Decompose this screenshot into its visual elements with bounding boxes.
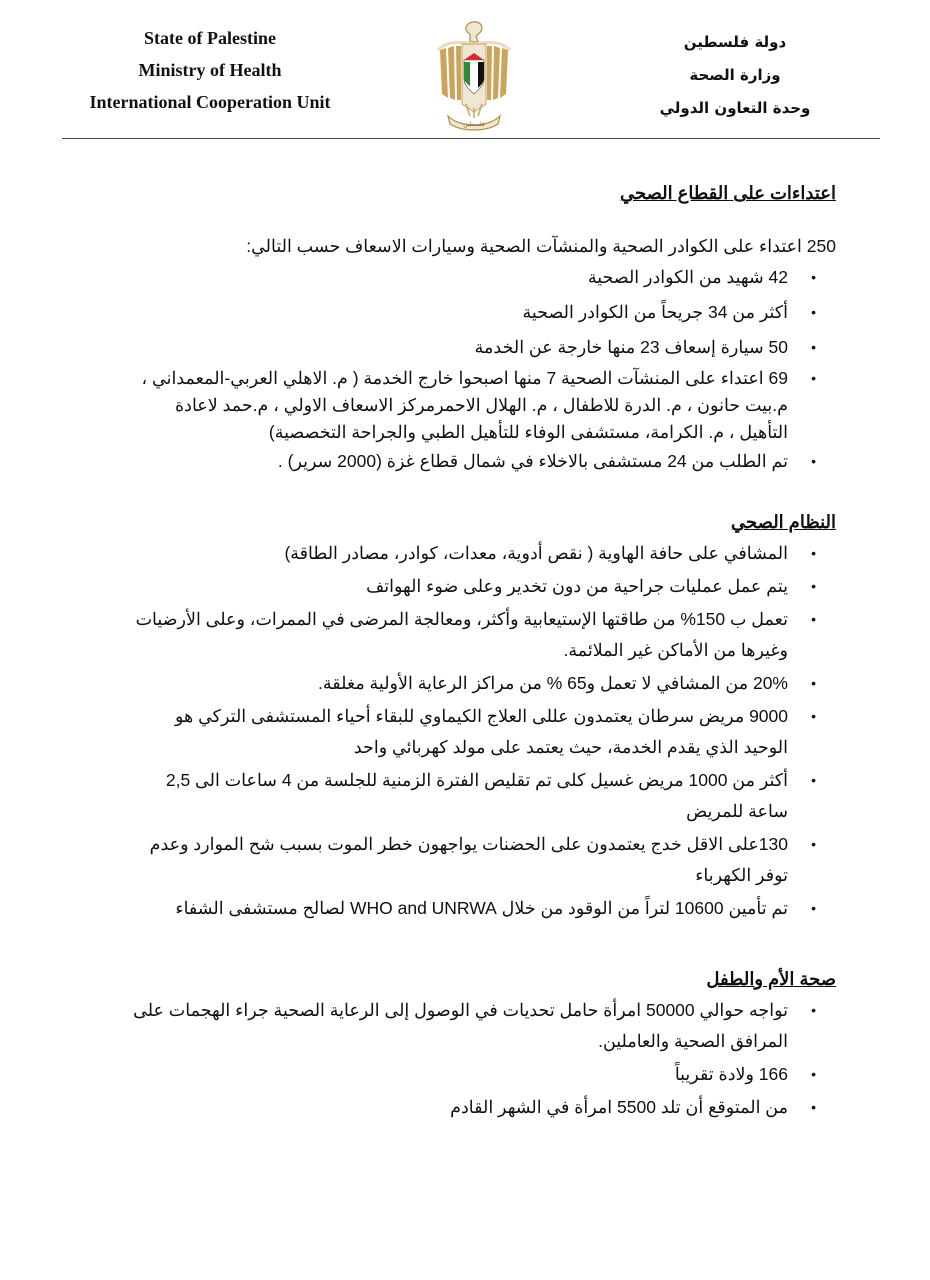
arabic-unit-name: وحدة التعاون الدولي — [659, 99, 811, 117]
list-item-text: 42 شهيد من الكوادر الصحية — [587, 267, 788, 287]
list-item-text: أكثر من 34 جريحاً من الكوادر الصحية — [522, 302, 788, 322]
emblem-caption: فلسطين — [463, 121, 485, 128]
bullet-icon: • — [811, 545, 816, 561]
list-item-text: 50 سيارة إسعاف 23 منها خارجة عن الخدمة — [474, 337, 788, 357]
section-title: النظام الصحي — [730, 512, 836, 532]
document-body — [120, 170, 840, 1125]
list-item-text: 9000 مريض سرطان يعتمدون عللى العلاج الكيماوي للبقاء أحياء المستشفى التركي هو الوحيد الذي يقدم الخدمة، حيث يعتمد على مولد كهربائي واحد — [174, 706, 788, 757]
section-title: اعتداءات على القطاع الصحي — [619, 183, 836, 203]
list-item-text: تعمل ب 150% من طاقتها الإستيعابية وأكثر، ومعالجة المرضى في الممرات، وعلى الأرضيات وغيرها من الأماكن غير الملائمة. — [135, 609, 788, 660]
emblem-svg — [432, 20, 516, 132]
list-item — [120, 1092, 840, 1123]
bullet-icon: • — [811, 836, 816, 852]
list-item — [120, 765, 840, 827]
list-item-text: تم الطلب من 24 مستشفى بالاخلاء في شمال قطاع غزة (2000 سرير) . — [277, 451, 788, 471]
header-divider — [62, 138, 880, 139]
bullet-icon: • — [811, 611, 816, 627]
arabic-state-name: دولة فلسطين — [683, 33, 787, 51]
list-item — [120, 893, 840, 924]
bullet-icon: • — [811, 370, 816, 386]
bullet-icon: • — [811, 453, 816, 469]
letterhead — [0, 0, 930, 140]
list-item — [120, 701, 840, 763]
list-item-text: 69 اعتداء على المنشآت الصحية 7 منها اصبحوا خارج الخدمة ( م. الاهلي العربي-المعمداني ، م.بيت حانون ، م. الدرة للاطفال ، م. الهلال الاحمرمركز الاسعاف الاولي ، م.حمد لاعادة التأهيل ، م. الكرامة، مستشفى الوفاء للتأهيل الطبي والجراحة التخصصية) — [141, 368, 788, 442]
list-item-text: تواجه حوالي 50000 امرأة حامل تحديات في الوصول إلى الرعاية الصحية جراء الهجمات على المرافق الصحية والعاملين. — [133, 1000, 788, 1051]
list-item — [120, 538, 840, 569]
bullet-list — [120, 262, 840, 477]
bullet-icon: • — [811, 708, 816, 724]
section-maternal-child-health — [120, 964, 840, 1123]
arabic-ministry-name: وزارة الصحة — [689, 66, 781, 84]
bullet-icon: • — [811, 1066, 816, 1082]
list-item — [120, 365, 840, 446]
list-item — [120, 995, 840, 1057]
bullet-icon: • — [811, 675, 816, 691]
letterhead-english — [60, 22, 360, 118]
list-item-text: 130على الاقل خدج يعتمدون على الحضنات يواجهون خطر الموت بسبب شح الموارد وعدم توفر الكهرباء — [149, 834, 788, 885]
list-item-text: 166 ولادة تقريباً — [674, 1064, 788, 1084]
bullet-list — [120, 995, 840, 1123]
bullet-icon: • — [811, 339, 816, 355]
list-item — [120, 571, 840, 602]
letterhead-arabic — [640, 26, 830, 125]
bullet-icon: • — [811, 772, 816, 788]
list-item-text: من المتوقع أن تلد 5500 امرأة في الشهر القادم — [450, 1097, 788, 1117]
list-item — [120, 262, 840, 293]
english-state-name: State of Palestine — [144, 28, 276, 48]
section-intro: 250 اعتداء على الكوادر الصحية والمنشآت الصحية وسيارات الاسعاف حسب التالي: — [246, 236, 836, 256]
bullet-list — [120, 538, 840, 924]
list-item-text: أكثر من 1000 مريض غسيل كلى تم تقليص الفترة الزمنية للجلسة من 4 ساعات الى 2,5 ساعة للمريض — [165, 770, 788, 821]
section-health-system — [120, 507, 840, 924]
bullet-icon: • — [811, 1002, 816, 1018]
english-ministry-name: Ministry of Health — [138, 60, 282, 80]
list-item-text: 20% من المشافي لا تعمل و65 % من مراكز الرعاية الأولية مغلقة. — [317, 673, 788, 693]
list-item — [120, 668, 840, 699]
bullet-icon: • — [811, 304, 816, 320]
list-item-text: تم تأمين 10600 لتراً من الوقود من خلال WHO and UNRWA لصالح مستشفى الشفاء — [175, 898, 788, 918]
section-title: صحة الأم والطفل — [706, 969, 836, 989]
list-item — [120, 604, 840, 666]
list-item — [120, 446, 840, 477]
palestine-eagle-emblem-icon — [432, 20, 516, 132]
bullet-icon: • — [811, 1099, 816, 1115]
list-item-text: المشافي على حافة الهاوية ( نقص أدوية، معدات، كوادر، مصادر الطاقة) — [284, 543, 788, 563]
english-unit-name: International Cooperation Unit — [89, 92, 331, 112]
list-item — [120, 332, 840, 363]
bullet-icon: • — [811, 578, 816, 594]
section-attacks-on-health-sector — [120, 178, 840, 477]
list-item — [120, 297, 840, 328]
list-item — [120, 829, 840, 891]
bullet-icon: • — [811, 269, 816, 285]
list-item — [120, 1059, 840, 1090]
list-item-text: يتم عمل عمليات جراحية من دون تخدير وعلى ضوء الهواتف — [366, 576, 788, 596]
bullet-icon: • — [811, 900, 816, 916]
